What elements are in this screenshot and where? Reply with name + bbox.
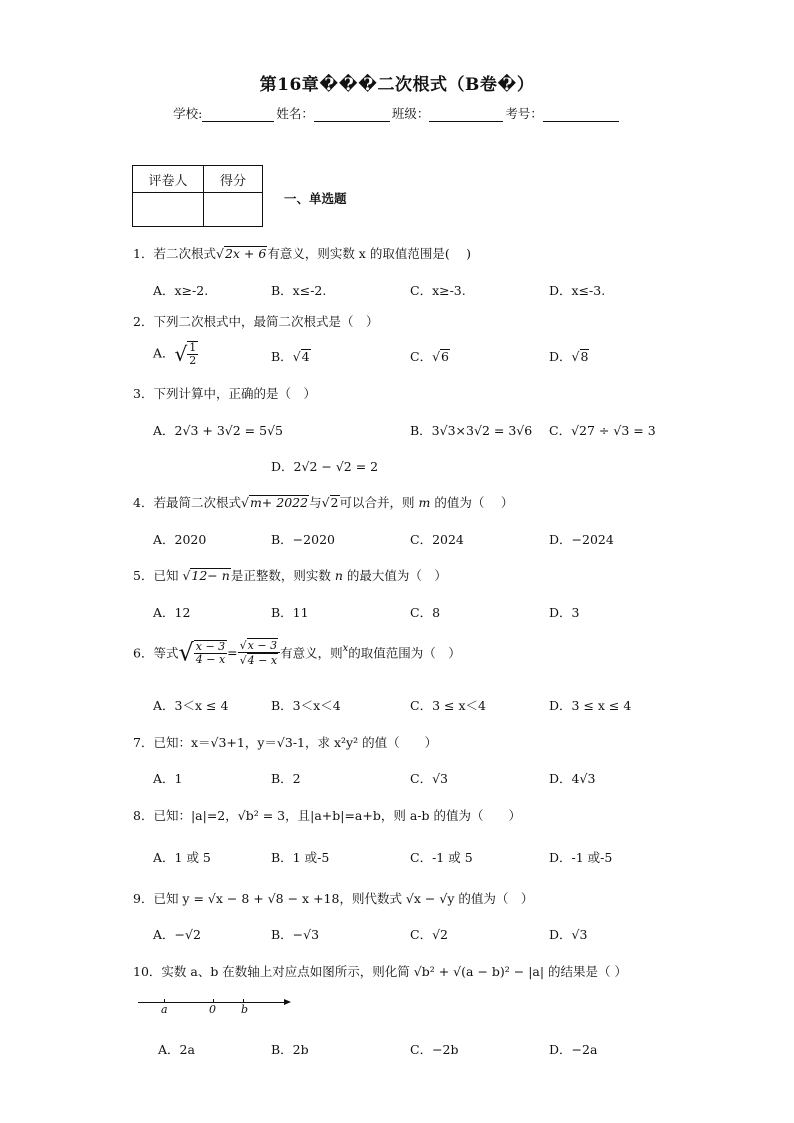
number-line-arrow — [284, 999, 291, 1005]
option-b[interactable]: B．2 — [271, 771, 301, 786]
school-blank[interactable] — [202, 107, 274, 122]
variable: x — [342, 642, 349, 654]
radicand: 12− n — [191, 568, 230, 583]
option-d[interactable]: D．3 ≤ x ≤ 4 — [549, 698, 632, 713]
option-b[interactable]: B．−2020 — [271, 532, 335, 547]
school-label: 学校: — [173, 106, 203, 121]
option-c[interactable]: C．x≥-3. — [410, 283, 466, 298]
option-c[interactable]: C．8 — [410, 605, 441, 620]
option-b[interactable]: B．1 或-5 — [271, 850, 330, 865]
question-1: 1．若二次根式√2x + 6有意义，则实数 x 的取值范围是( ) — [133, 246, 472, 261]
variable: m — [418, 495, 431, 510]
number-label: 考号： — [505, 106, 543, 121]
grader-cell[interactable] — [133, 193, 204, 227]
class-label: 班级： — [391, 106, 430, 121]
question-8: 8．已知：|a|=2，√b² = 3，且|a+b|=a+b，则 a-b 的值为（ ） — [133, 808, 521, 823]
option-label: A． — [153, 345, 175, 361]
option-b[interactable]: B．3＜x＜4 — [271, 698, 341, 713]
option-c[interactable]: C．√6 — [410, 349, 449, 364]
option-label: D． — [549, 349, 572, 364]
option-d[interactable]: D．√8 — [549, 349, 589, 364]
question-10: 10．实数 a、b 在数轴上对应点如图所示，则化简 √b² + √(a − b)² − |a| 的结果是（ ） — [133, 964, 628, 979]
option-a[interactable]: A．x≥-2. — [153, 283, 209, 298]
denominator: 2 — [189, 354, 197, 367]
option-a[interactable]: A．2a — [158, 1042, 195, 1057]
option-d[interactable]: D．-1 或-5 — [549, 850, 613, 865]
option-d[interactable]: D．3 — [549, 605, 580, 620]
question-stem: 与 — [309, 495, 322, 510]
option-a[interactable]: A．2020 — [153, 532, 207, 547]
option-a[interactable]: A．1 或 5 — [153, 850, 211, 865]
option-d[interactable]: D．2√2 − √2 = 2 — [271, 459, 379, 474]
question-stem: 的值为（ ） — [434, 495, 514, 510]
option-a[interactable]: A．2√3 + 3√2 = 5√5 — [153, 423, 283, 438]
option-a[interactable]: A．3＜x ≤ 4 — [153, 698, 229, 713]
radicand: 4 — [301, 349, 310, 364]
question-stem: 5．已知 — [133, 568, 179, 583]
option-c[interactable]: C．-1 或 5 — [410, 850, 473, 865]
axis-label-zero: 0 — [209, 1003, 216, 1016]
axis-label-b: b — [241, 1003, 249, 1016]
fraction-right — [238, 638, 280, 667]
option-a[interactable]: A．√ $\frac{1}{2}$ — [153, 341, 197, 367]
grader-header: 评卷人 — [133, 166, 204, 193]
score-header: 得分 — [204, 166, 263, 193]
radicand: 2 — [330, 495, 339, 510]
option-c[interactable]: C．−2b — [410, 1042, 459, 1057]
question-stem: 的取值范围为（ ） — [348, 645, 461, 661]
denominator: 4 − x — [195, 652, 226, 666]
option-b[interactable]: B．−√3 — [271, 927, 320, 942]
denominator: √4 − x — [239, 654, 278, 667]
question-7: 7．已知：x＝√3+1，y＝√3-1，求 x²y² 的值（ ） — [133, 735, 438, 750]
option-label: C． — [410, 349, 433, 364]
radicand: 4 − x — [247, 654, 278, 667]
option-c[interactable]: C．√3 — [410, 771, 448, 786]
axis-label-a: a — [161, 1003, 168, 1016]
student-info-line — [0, 104, 794, 122]
variable: n — [334, 568, 343, 583]
name-blank[interactable] — [314, 107, 390, 122]
option-a[interactable]: A．1 — [153, 771, 183, 786]
option-d[interactable]: D．√3 — [549, 927, 588, 942]
option-c[interactable]: C．√27 ÷ √3 = 3 — [549, 423, 656, 438]
radicand: x − 3 — [247, 639, 278, 652]
radicand: 2x + 6 — [224, 246, 267, 261]
option-a[interactable]: A．−√2 — [153, 927, 201, 942]
question-stem: 的最大值为（ ） — [346, 568, 447, 583]
numerator: x − 3 — [195, 639, 226, 653]
option-b[interactable]: B．√4 — [271, 349, 310, 364]
page-title: 第16章���二次根式（B卷�） — [259, 75, 535, 95]
option-a[interactable]: A．12 — [153, 605, 191, 620]
option-b[interactable]: B．2b — [271, 1042, 309, 1057]
question-stem: 6．等式 — [133, 645, 179, 661]
numerator: 1 — [189, 341, 197, 354]
number-blank[interactable] — [543, 107, 619, 122]
section-heading: 一、单选题 — [284, 191, 347, 206]
option-d[interactable]: D．x≤-3. — [549, 283, 606, 298]
option-d[interactable]: D．4√3 — [549, 771, 596, 786]
question-4: 4．若最简二次根式√m+ 2022与√2可以合并，则 m 的值为（ ） — [133, 495, 514, 510]
name-label: 姓名： — [276, 106, 314, 121]
fraction-left — [194, 640, 227, 666]
option-b[interactable]: B．3√3×3√2 = 3√6 — [410, 423, 533, 438]
question-9: 9．已知 y = √x − 8 + √8 − x +18，则代数式 √x − √y 的值为（ ） — [133, 891, 534, 906]
radicand: 6 — [441, 349, 449, 364]
class-blank[interactable] — [429, 107, 503, 122]
equals-sign: = — [227, 645, 238, 660]
option-b[interactable]: B．x≤-2. — [271, 283, 327, 298]
numerator: √x − 3 — [238, 638, 280, 653]
question-5: 5．已知 √12− n是正整数，则实数 n 的最大值为（ ） — [133, 568, 447, 583]
score-cell[interactable] — [204, 193, 263, 227]
radicand: 8 — [580, 349, 589, 364]
radicand: m+ 2022 — [249, 495, 309, 510]
question-3: 3．下列计算中，正确的是（ ） — [133, 386, 316, 401]
option-c[interactable]: C．√2 — [410, 927, 448, 942]
option-d[interactable]: D．−2a — [549, 1042, 598, 1057]
question-stem: 可以合并，则 — [339, 495, 415, 510]
option-d[interactable]: D．−2024 — [549, 532, 614, 547]
score-table — [132, 165, 263, 227]
option-b[interactable]: B．11 — [271, 605, 309, 620]
fraction — [187, 341, 198, 367]
question-stem: 有意义，则 — [280, 645, 343, 661]
option-c[interactable]: C．3 ≤ x＜4 — [410, 698, 486, 713]
question-stem: 4．若最简二次根式 — [133, 495, 241, 510]
option-c[interactable]: C．2024 — [410, 532, 464, 547]
question-stem: 有意义，则实数 x 的取值范围是( ) — [267, 246, 472, 261]
question-stem: 1．若二次根式 — [133, 246, 216, 261]
option-label: B． — [271, 349, 293, 364]
question-6: 6．等式√ $\frac{x - 3}{4 - x}$ = $\frac{√x - 3}{√4 - x}$ 有意义，则$^x$的取值范围为（ ） — [133, 638, 461, 667]
question-2: 2．下列二次根式中，最简二次根式是（ ） — [133, 314, 379, 329]
question-stem: 是正整数，则实数 — [230, 568, 331, 583]
